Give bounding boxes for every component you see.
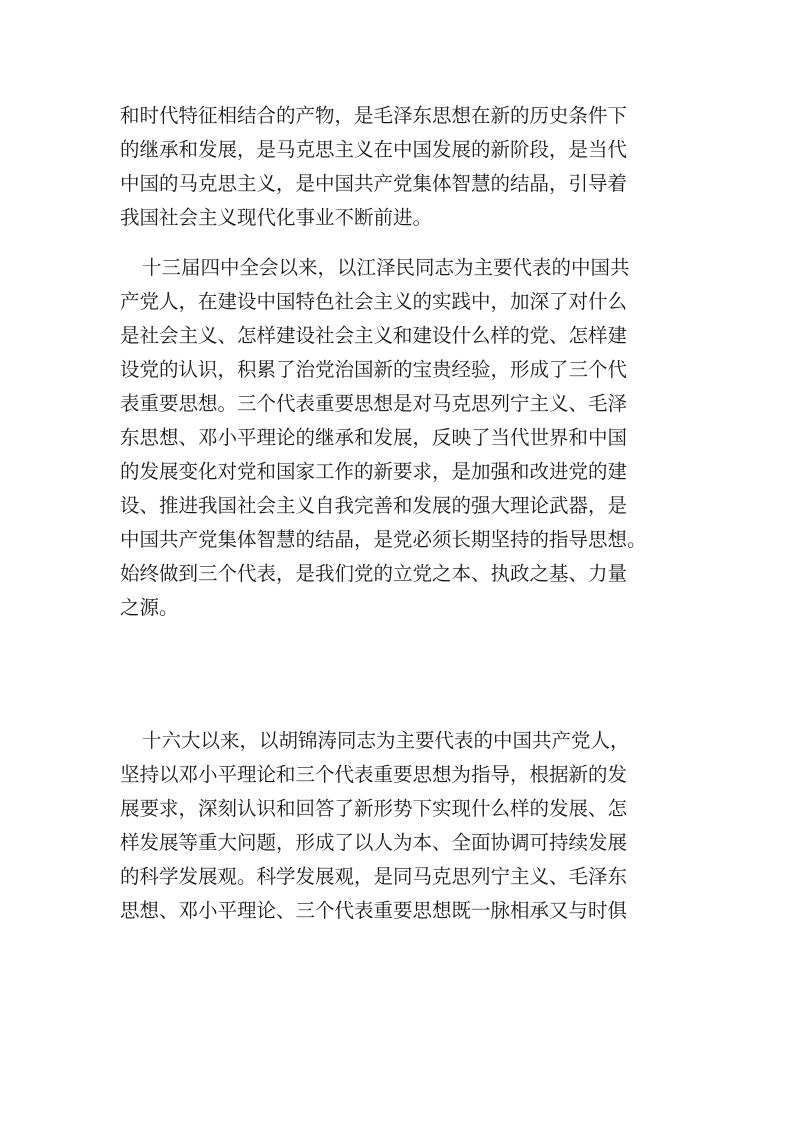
text-line: 设、推进我国社会主义自我完善和发展的强大理论武器，是 [120,494,628,517]
text-line: 产党人，在建设中国特色社会主义的实践中，加深了对什么 [120,290,628,313]
text-line: 我国社会主义现代化事业不断前进。 [120,206,433,229]
text-line: 十六大以来，以胡锦涛同志为主要代表的中国共产党人， [142,729,630,752]
text-line: 中国的马克思主义，是中国共产党集体智慧的结晶，引导着 [120,172,628,195]
text-line: 和时代特征相结合的产物，是毛泽东思想在新的历史条件下 [120,104,628,127]
text-line: 坚持以邓小平理论和三个代表重要思想为指导，根据新的发 [120,763,628,786]
text-line: 的科学发展观。科学发展观，是同马克思列宁主义、毛泽东 [120,865,628,888]
paragraph-2 [120,251,690,625]
text-line: 的发展变化对党和国家工作的新要求，是加强和改进党的建 [120,460,628,483]
text-line: 东思想、邓小平理论的继承和发展，反映了当代世界和中国 [120,426,628,449]
text-line: 思想、邓小平理论、三个代表重要思想既一脉相承又与时俱 [120,899,628,922]
text-line: 设党的认识，积累了治党治国新的宝贵经验，形成了三个代 [120,358,628,381]
text-line: 之源。 [120,596,179,619]
text-line: 中国共产党集体智慧的结晶，是党必须长期坚持的指导思想。 [120,528,647,551]
text-line: 表重要思想。三个代表重要思想是对马克思列宁主义、毛泽 [120,392,628,415]
text-line: 样发展等重大问题，形成了以人为本、全面协调可持续发展 [120,831,628,854]
paragraph-1 [120,99,690,235]
text-line: 十三届四中全会以来，以江泽民同志为主要代表的中国共 [142,256,630,279]
text-line: 展要求，深刻认识和回答了新形势下实现什么样的发展、怎 [120,797,628,820]
text-line: 是社会主义、怎样建设社会主义和建设什么样的党、怎样建 [120,324,628,347]
paragraph-3 [120,724,690,928]
text-line: 的继承和发展，是马克思主义在中国发展的新阶段，是当代 [120,138,628,161]
text-line: 始终做到三个代表，是我们党的立党之本、执政之基、力量 [120,562,628,585]
